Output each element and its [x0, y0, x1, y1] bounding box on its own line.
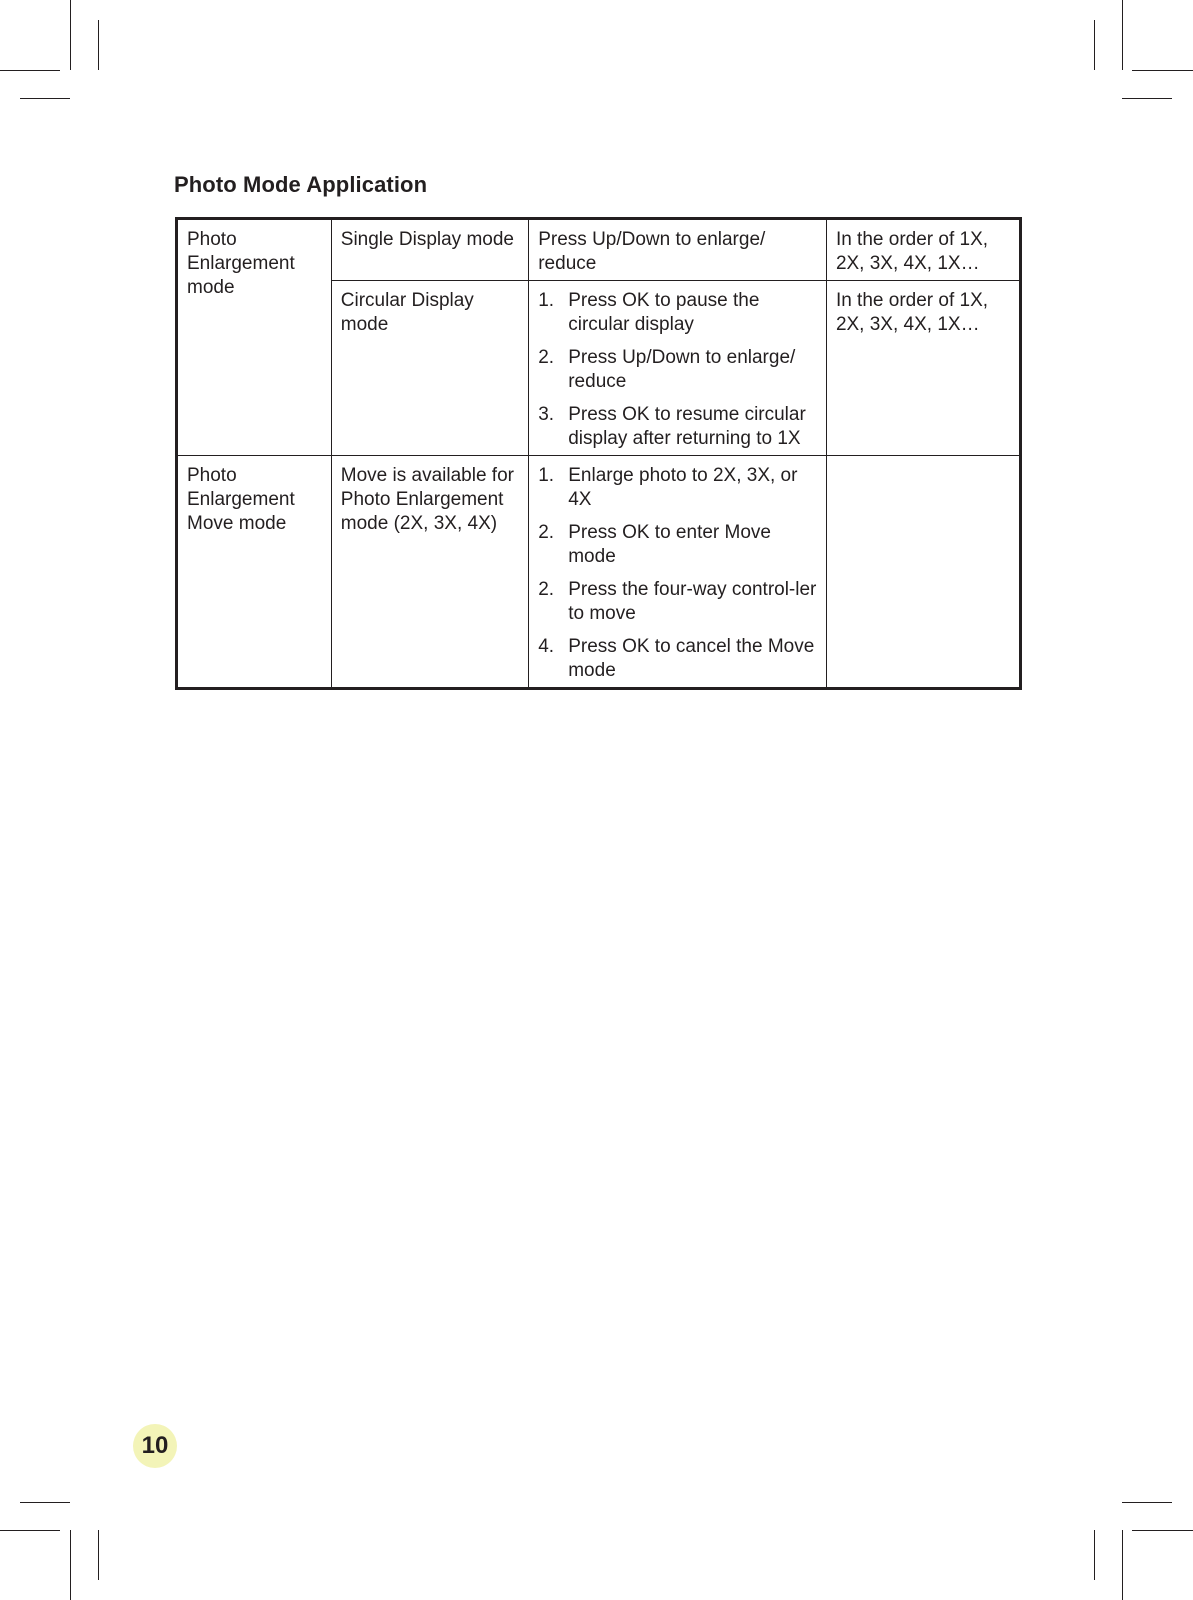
table-row — [177, 219, 1021, 281]
step-item — [538, 464, 817, 512]
display-cell: Circular Display mode — [331, 281, 528, 456]
step-number: 1. — [538, 290, 555, 311]
step-text: Press Up/Down to enlarge/ reduce — [568, 347, 796, 392]
note-cell: In the order of 1X, 2X, 3X, 4X, 1X… — [826, 219, 1020, 281]
steps-list — [538, 289, 817, 451]
mode-cell: Photo Enlargement mode — [177, 219, 332, 456]
crop-mark — [98, 1530, 99, 1580]
steps-cell — [529, 456, 827, 689]
step-number: 4. — [538, 636, 555, 657]
page-number-badge — [133, 1424, 177, 1468]
step-text: Press OK to cancel the Move mode — [568, 636, 815, 681]
display-cell: Move is available for Photo Enlargement mode (2X, 3X, 4X) — [331, 456, 528, 689]
step-number: 2. — [538, 347, 555, 368]
crop-mark — [20, 98, 70, 99]
crop-mark — [1094, 20, 1095, 70]
display-cell: Single Display mode — [331, 219, 528, 281]
crop-mark — [1122, 0, 1123, 70]
crop-mark — [1132, 1530, 1193, 1531]
crop-mark — [0, 70, 60, 71]
crop-mark — [1122, 1502, 1172, 1503]
page-number: 10 — [141, 1432, 169, 1459]
crop-mark — [98, 20, 99, 70]
mode-cell: Photo Enlargement Move mode — [177, 456, 332, 689]
table-row — [177, 456, 1021, 689]
step-text: Enlarge photo to 2X, 3X, or 4X — [568, 465, 798, 510]
step-item — [538, 346, 817, 394]
step-text: Press OK to enter Move mode — [568, 522, 771, 567]
step-number: 2. — [538, 579, 555, 600]
steps-list — [538, 464, 817, 683]
step-item — [538, 635, 817, 683]
step-item — [538, 289, 817, 337]
crop-mark — [1094, 1530, 1095, 1580]
step-item — [538, 521, 817, 569]
step-item — [538, 578, 817, 626]
steps-cell — [529, 281, 827, 456]
step-number: 1. — [538, 465, 555, 486]
crop-mark — [70, 0, 71, 70]
crop-mark — [1122, 98, 1172, 99]
crop-mark — [70, 1530, 71, 1600]
step-text: Press OK to pause the circular display — [568, 290, 760, 335]
note-cell: In the order of 1X, 2X, 3X, 4X, 1X… — [826, 281, 1020, 456]
photo-mode-table — [175, 217, 1022, 690]
steps-cell: Press Up/Down to enlarge/ reduce — [529, 219, 827, 281]
step-number: 3. — [538, 404, 555, 425]
step-number: 2. — [538, 522, 555, 543]
crop-mark — [0, 1530, 60, 1531]
crop-mark — [20, 1502, 70, 1503]
note-cell — [826, 456, 1020, 689]
step-text: Press OK to resume circular display after returning to 1X — [568, 404, 806, 449]
crop-mark — [1132, 70, 1193, 71]
step-item — [538, 403, 817, 451]
section-title: Photo Mode Application — [174, 172, 428, 197]
crop-mark — [1122, 1530, 1123, 1600]
step-text: Press the four-way control-ler to move — [568, 579, 817, 624]
